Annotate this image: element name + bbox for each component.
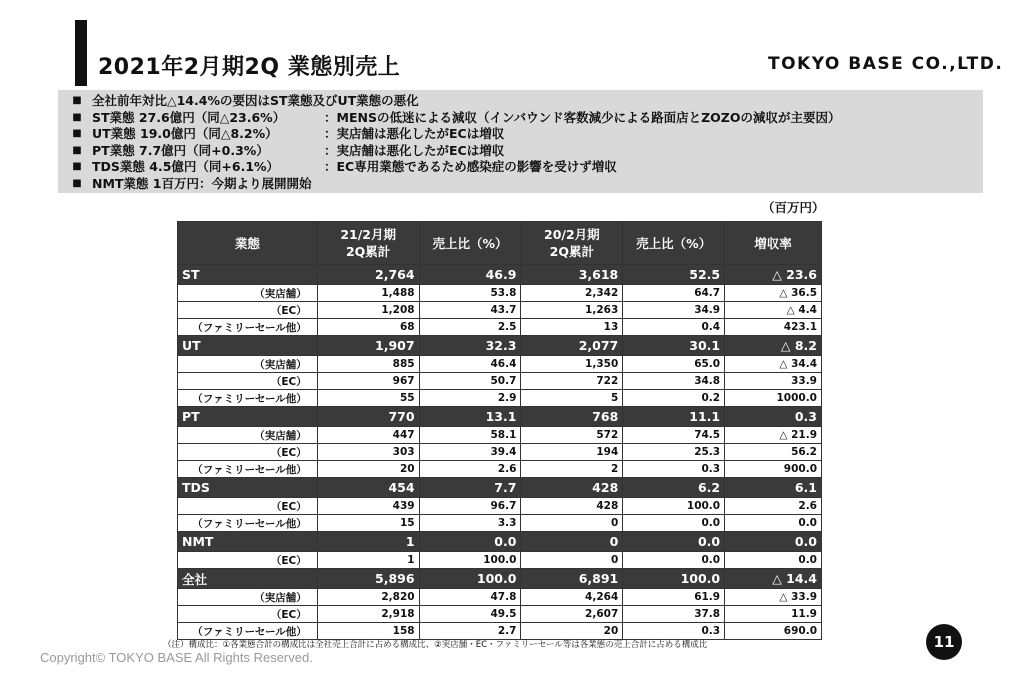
header-current-period-line1: 21/2月期 — [340, 227, 396, 242]
cell-current-sales: 1,907 — [317, 336, 419, 356]
cell-current-ratio: 47.8 — [419, 589, 521, 606]
cell-segment-label: （EC） — [178, 498, 318, 515]
cell-previous-ratio: 61.9 — [623, 589, 725, 606]
channel-row — [178, 390, 822, 407]
cell-current-sales: 55 — [317, 390, 419, 407]
cell-growth-rate: 6.1 — [725, 478, 822, 498]
cell-growth-rate: △ 21.9 — [725, 427, 822, 444]
summary-item-heading: PT業態 7.7億円（同+0.3%） — [92, 142, 269, 158]
cell-current-sales: 2,764 — [317, 265, 419, 285]
cell-current-ratio: 32.3 — [419, 336, 521, 356]
bullet-icon: ■ — [72, 144, 82, 156]
cell-current-sales: 770 — [317, 407, 419, 427]
summary-item — [58, 159, 983, 176]
channel-row — [178, 373, 822, 390]
summary-item-detail: ：EC専用業態であるため感染症の影響を受けず増収 — [324, 159, 617, 174]
cell-current-sales: 1,488 — [317, 285, 419, 302]
cell-segment-label: UT — [178, 336, 318, 356]
summary-item — [58, 110, 983, 127]
cell-growth-rate: 0.0 — [725, 552, 822, 569]
header-current-period — [317, 222, 419, 265]
summary-item — [58, 126, 983, 143]
cell-segment-label: （EC） — [178, 373, 318, 390]
header-segment: 業態 — [178, 222, 318, 265]
cell-current-ratio: 53.8 — [419, 285, 521, 302]
header-previous-ratio: 売上比（%） — [623, 222, 725, 265]
cell-previous-ratio: 0.4 — [623, 319, 725, 336]
cell-growth-rate: 33.9 — [725, 373, 822, 390]
cell-current-ratio: 58.1 — [419, 427, 521, 444]
cell-previous-ratio: 11.1 — [623, 407, 725, 427]
cell-current-sales: 68 — [317, 319, 419, 336]
cell-previous-ratio: 74.5 — [623, 427, 725, 444]
cell-current-sales: 1,208 — [317, 302, 419, 319]
cell-growth-rate: △ 33.9 — [725, 589, 822, 606]
summary-item-heading: ST業態 27.6億円（同△23.6%） — [92, 109, 286, 125]
cell-previous-ratio: 65.0 — [623, 356, 725, 373]
channel-row — [178, 319, 822, 336]
sales-by-segment-table — [177, 221, 822, 640]
cell-segment-label: （ファミリーセール他） — [178, 390, 318, 407]
cell-previous-sales: 0 — [521, 552, 623, 569]
cell-current-sales: 15 — [317, 515, 419, 532]
cell-previous-sales: 428 — [521, 478, 623, 498]
cell-segment-label: （ファミリーセール他） — [178, 461, 318, 478]
cell-current-ratio: 7.7 — [419, 478, 521, 498]
cell-current-ratio: 50.7 — [419, 373, 521, 390]
cell-growth-rate: 423.1 — [725, 319, 822, 336]
cell-segment-label: （ファミリーセール他） — [178, 515, 318, 532]
cell-growth-rate: △ 34.4 — [725, 356, 822, 373]
cell-previous-ratio: 100.0 — [623, 569, 725, 589]
cell-growth-rate: 0.3 — [725, 407, 822, 427]
title-accent-bar — [75, 20, 87, 86]
channel-row — [178, 427, 822, 444]
cell-growth-rate: 11.9 — [725, 606, 822, 623]
cell-previous-sales: 2,077 — [521, 336, 623, 356]
cell-current-ratio: 43.7 — [419, 302, 521, 319]
header-previous-period-line2: 2Q累計 — [549, 244, 594, 259]
channel-row — [178, 461, 822, 478]
cell-segment-label: （EC） — [178, 302, 318, 319]
cell-current-ratio: 96.7 — [419, 498, 521, 515]
cell-current-sales: 439 — [317, 498, 419, 515]
cell-growth-rate: △ 14.4 — [725, 569, 822, 589]
cell-growth-rate: 2.6 — [725, 498, 822, 515]
summary-item-detail: ：実店舗は悪化したがECは増収 — [324, 142, 505, 158]
summary-box — [58, 90, 983, 193]
cell-previous-sales: 194 — [521, 444, 623, 461]
cell-current-ratio: 39.4 — [419, 444, 521, 461]
cell-current-ratio: 100.0 — [419, 569, 521, 589]
channel-row — [178, 444, 822, 461]
cell-previous-sales: 6,891 — [521, 569, 623, 589]
cell-previous-sales: 3,618 — [521, 265, 623, 285]
cell-segment-label: （EC） — [178, 444, 318, 461]
segment-total-row — [178, 569, 822, 589]
cell-segment-label: （実店舗） — [178, 356, 318, 373]
cell-previous-sales: 4,264 — [521, 589, 623, 606]
cell-segment-label: PT — [178, 407, 318, 427]
summary-item-detail: ：実店舗は悪化したがECは増収 — [324, 126, 505, 141]
summary-item — [58, 176, 983, 193]
header-current-ratio: 売上比（%） — [419, 222, 521, 265]
page-number-badge: 11 — [926, 624, 962, 660]
summary-list — [58, 90, 983, 192]
cell-previous-sales: 572 — [521, 427, 623, 444]
cell-segment-label: （EC） — [178, 552, 318, 569]
cell-current-ratio: 46.9 — [419, 265, 521, 285]
cell-previous-ratio: 30.1 — [623, 336, 725, 356]
cell-segment-label: （実店舗） — [178, 285, 318, 302]
cell-previous-ratio: 52.5 — [623, 265, 725, 285]
cell-growth-rate: 1000.0 — [725, 390, 822, 407]
cell-previous-ratio: 100.0 — [623, 498, 725, 515]
segment-total-row — [178, 478, 822, 498]
cell-current-sales: 1 — [317, 552, 419, 569]
cell-growth-rate: 900.0 — [725, 461, 822, 478]
segment-total-row — [178, 336, 822, 356]
cell-current-sales: 20 — [317, 461, 419, 478]
channel-row — [178, 606, 822, 623]
cell-current-sales: 885 — [317, 356, 419, 373]
summary-item-detail: ：MENSの低迷による減収（インバウンド客数減少による路面店とZOZOの減収が主要因） — [324, 109, 841, 125]
segment-total-row — [178, 265, 822, 285]
channel-row — [178, 285, 822, 302]
channel-row — [178, 589, 822, 606]
table-header-row — [178, 222, 822, 265]
cell-current-ratio: 2.7 — [419, 623, 521, 640]
cell-growth-rate: △ 4.4 — [725, 302, 822, 319]
cell-current-ratio: 3.3 — [419, 515, 521, 532]
cell-previous-ratio: 34.8 — [623, 373, 725, 390]
bullet-icon: ■ — [72, 95, 82, 106]
cell-current-sales: 2,918 — [317, 606, 419, 623]
summary-item — [58, 143, 983, 160]
cell-previous-ratio: 0.0 — [623, 515, 725, 532]
cell-growth-rate: 690.0 — [725, 623, 822, 640]
cell-previous-sales: 0 — [521, 515, 623, 532]
summary-item-heading: TDS業態 4.5億円（同+6.1%） — [92, 159, 280, 174]
cell-segment-label: （実店舗） — [178, 427, 318, 444]
cell-current-sales: 447 — [317, 427, 419, 444]
cell-previous-sales: 1,350 — [521, 356, 623, 373]
cell-current-ratio: 100.0 — [419, 552, 521, 569]
cell-growth-rate: △ 8.2 — [725, 336, 822, 356]
cell-current-ratio: 46.4 — [419, 356, 521, 373]
cell-previous-ratio: 0.3 — [623, 461, 725, 478]
cell-previous-sales: 1,263 — [521, 302, 623, 319]
cell-previous-ratio: 37.8 — [623, 606, 725, 623]
summary-item-heading: NMT業態 1百万円：今期より展開開始 — [92, 175, 312, 191]
channel-row — [178, 515, 822, 532]
bullet-icon: ■ — [72, 177, 82, 189]
copyright-text: Copyright© TOKYO BASE All Rights Reserved. — [40, 650, 313, 665]
cell-segment-label: TDS — [178, 478, 318, 498]
cell-current-ratio: 2.5 — [419, 319, 521, 336]
cell-growth-rate: 0.0 — [725, 532, 822, 552]
cell-segment-label: ST — [178, 265, 318, 285]
cell-segment-label: （ファミリーセール他） — [178, 623, 318, 640]
segment-total-row — [178, 532, 822, 552]
cell-previous-sales: 2,607 — [521, 606, 623, 623]
cell-previous-ratio: 0.0 — [623, 532, 725, 552]
cell-segment-label: （EC） — [178, 606, 318, 623]
channel-row — [178, 552, 822, 569]
summary-item-heading: 全社前年対比△14.4%の要因はST業態及びUT業態の悪化 — [92, 93, 419, 108]
summary-item — [58, 93, 983, 110]
cell-current-sales: 5,896 — [317, 569, 419, 589]
cell-current-ratio: 13.1 — [419, 407, 521, 427]
cell-growth-rate: 0.0 — [725, 515, 822, 532]
cell-previous-sales: 768 — [521, 407, 623, 427]
cell-current-ratio: 0.0 — [419, 532, 521, 552]
channel-row — [178, 302, 822, 319]
cell-growth-rate: 56.2 — [725, 444, 822, 461]
company-logo-text: TOKYO BASE CO.,LTD. — [768, 54, 1004, 74]
summary-item-heading: UT業態 19.0億円（同△8.2%） — [92, 126, 278, 141]
cell-current-ratio: 2.6 — [419, 461, 521, 478]
channel-row — [178, 623, 822, 640]
cell-previous-ratio: 64.7 — [623, 285, 725, 302]
cell-segment-label: （ファミリーセール他） — [178, 319, 318, 336]
cell-previous-ratio: 34.9 — [623, 302, 725, 319]
cell-previous-ratio: 0.3 — [623, 623, 725, 640]
cell-previous-sales: 428 — [521, 498, 623, 515]
cell-current-ratio: 2.9 — [419, 390, 521, 407]
cell-current-sales: 158 — [317, 623, 419, 640]
cell-current-sales: 967 — [317, 373, 419, 390]
header-previous-period-line1: 20/2月期 — [544, 227, 600, 242]
cell-segment-label: 全社 — [178, 569, 318, 589]
header-previous-period — [521, 222, 623, 265]
cell-previous-sales: 13 — [521, 319, 623, 336]
cell-current-sales: 454 — [317, 478, 419, 498]
cell-previous-sales: 0 — [521, 532, 623, 552]
cell-previous-sales: 5 — [521, 390, 623, 407]
cell-previous-sales: 2 — [521, 461, 623, 478]
cell-growth-rate: △ 23.6 — [725, 265, 822, 285]
footnote: （注）構成比：①各業態合計の構成比は全社売上合計に占める構成比、②実店舗・EC・ファミリーセール等は各業態の売上合計に占める構成比 — [163, 640, 708, 650]
cell-previous-ratio: 0.2 — [623, 390, 725, 407]
cell-current-sales: 2,820 — [317, 589, 419, 606]
cell-previous-ratio: 6.2 — [623, 478, 725, 498]
cell-current-sales: 1 — [317, 532, 419, 552]
cell-growth-rate: △ 36.5 — [725, 285, 822, 302]
segment-total-row — [178, 407, 822, 427]
cell-previous-ratio: 0.0 — [623, 552, 725, 569]
table-body — [178, 265, 822, 640]
cell-previous-sales: 722 — [521, 373, 623, 390]
header-growth-rate: 増収率 — [725, 222, 822, 265]
bullet-icon: ■ — [72, 161, 82, 172]
header-current-period-line2: 2Q累計 — [345, 244, 391, 259]
channel-row — [178, 498, 822, 515]
cell-current-sales: 303 — [317, 444, 419, 461]
bullet-icon: ■ — [72, 111, 82, 123]
cell-previous-sales: 2,342 — [521, 285, 623, 302]
bullet-icon: ■ — [72, 128, 82, 139]
channel-row — [178, 356, 822, 373]
cell-previous-ratio: 25.3 — [623, 444, 725, 461]
cell-segment-label: NMT — [178, 532, 318, 552]
page-title: 2021年2月期2Q 業態別売上 — [98, 55, 401, 80]
unit-label: （百万円） — [762, 200, 825, 215]
cell-previous-sales: 20 — [521, 623, 623, 640]
cell-current-ratio: 49.5 — [419, 606, 521, 623]
cell-segment-label: （実店舗） — [178, 589, 318, 606]
